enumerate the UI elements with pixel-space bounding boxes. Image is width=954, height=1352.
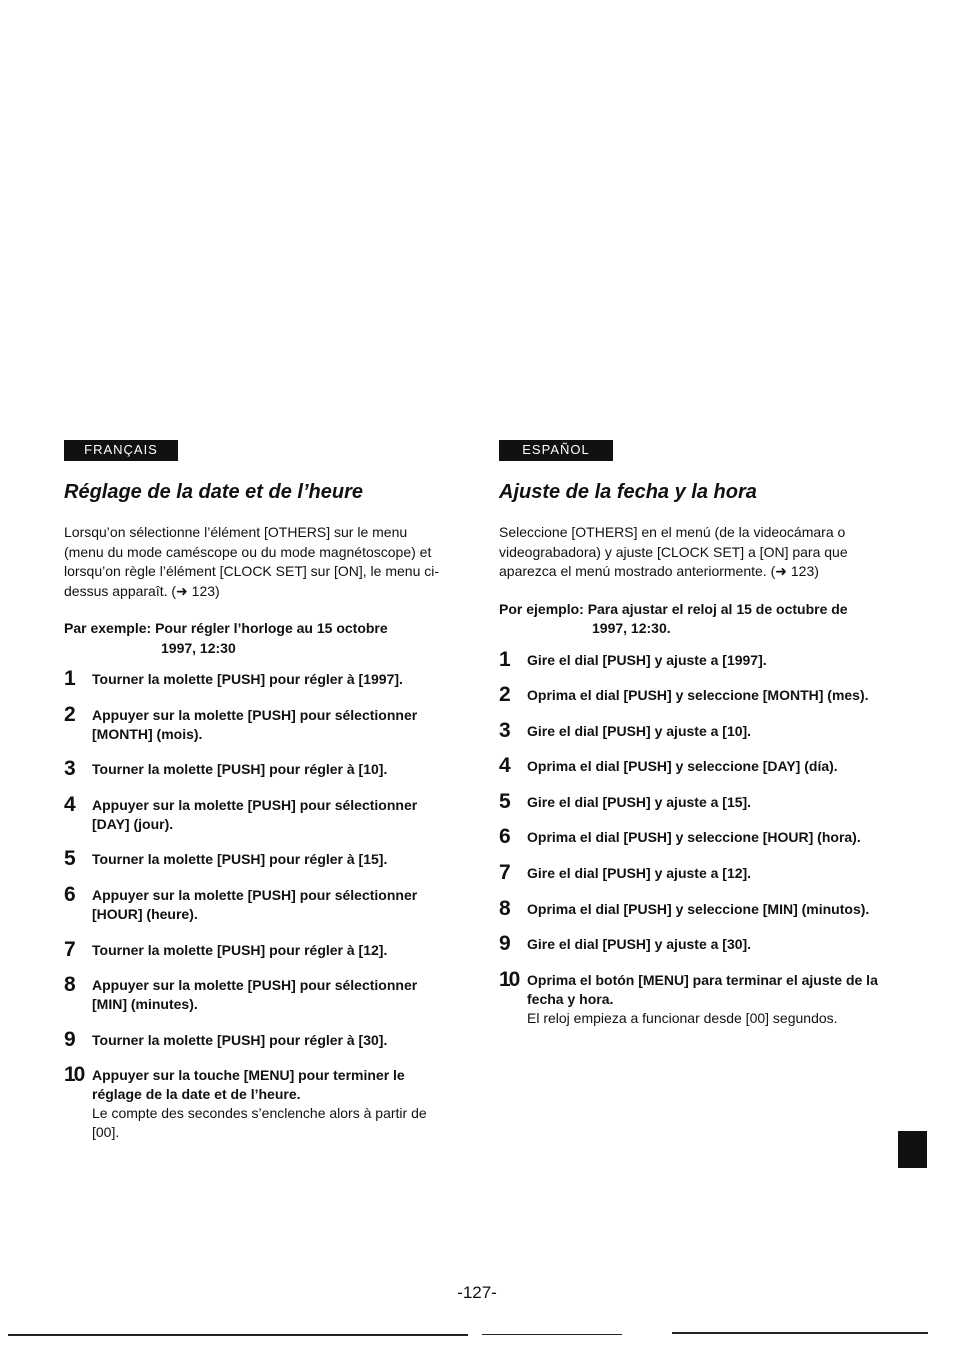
steps-list-spanish [499, 647, 879, 1028]
section-title-spanish: Ajuste de la fecha y la hora [499, 481, 757, 503]
step-item [499, 789, 879, 813]
step-text: Oprima el dial [PUSH] y seleccione [MONTH] (mes). [527, 687, 869, 704]
bottom-rule [8, 1334, 468, 1336]
step-item [499, 967, 879, 1028]
step-number: 6 [499, 825, 511, 849]
example-text-cont: 1997, 12:30. [592, 620, 671, 636]
step-item [64, 973, 449, 1014]
step-text: Tourner la molette [PUSH] pour régler à [1997]. [92, 671, 403, 687]
step-item [499, 896, 879, 920]
page-number: -127- [457, 1283, 497, 1302]
step-item [64, 702, 449, 744]
step-text: Gire el dial [PUSH] y ajuste a [30]. [527, 936, 752, 953]
example-label: Par exemple: [64, 620, 156, 636]
step-number: 1 [64, 667, 76, 690]
step-item [499, 718, 879, 742]
example-french [64, 619, 449, 658]
step-text: Appuyer sur la molette [PUSH] pour sélectionner [MONTH] (mois). [92, 706, 418, 742]
step-item [64, 847, 449, 871]
side-thumb-tab [898, 1131, 927, 1168]
section-title-french: Réglage de la date et de l’heure [64, 481, 363, 503]
lang-tab-spanish: ESPAÑOL [499, 440, 613, 461]
bottom-rule [672, 1332, 928, 1334]
step-number: 5 [64, 847, 76, 871]
step-number: 5 [499, 789, 511, 813]
step-number: 3 [499, 718, 511, 742]
step-number: 7 [64, 937, 76, 961]
step-text: Gire el dial [PUSH] y ajuste a [1997]. [527, 651, 767, 668]
step-item [64, 1063, 449, 1142]
step-text: Tourner la molette [PUSH] pour régler à [30]. [92, 1031, 388, 1048]
step-note: El reloj empieza a funcionar desde [00] segundos. [527, 1009, 838, 1026]
step-text: Tourner la molette [PUSH] pour régler à [10]. [92, 761, 388, 778]
bottom-rule [482, 1334, 622, 1335]
french-section [64, 440, 449, 1159]
step-number: 10 [499, 967, 519, 991]
step-number: 6 [64, 882, 76, 906]
step-text: Oprima el dial [PUSH] y seleccione [MIN] (minutos). [527, 900, 870, 917]
intro-spanish: Seleccione [OTHERS] en el menú (de la videocámara o videograbadora) y ajuste [CLOCK SET] a [ON] para que aparezca el menú mostrado anteriormente. (➜ 123) [499, 524, 848, 579]
step-note: Le compte des secondes s’enclenche alors à partir de [00]. [92, 1105, 427, 1141]
example-text: Para ajustar el reloj al 15 de octubre de [587, 600, 848, 617]
step-item [499, 754, 879, 778]
lang-tab-french: FRANÇAIS [64, 440, 178, 461]
example-text-cont: 1997, 12:30 [161, 639, 236, 656]
intro-french: Lorsqu’on sélectionne l’élément [OTHERS] sur le menu (menu du mode caméscope ou du mode magnétoscope) et lorsqu’on règle l’élément [CLOCK SET] sur [ON], le menu ci-dessus apparaît. (➜ 123) [64, 524, 440, 599]
step-number: 8 [499, 896, 511, 920]
step-number: 4 [64, 792, 76, 816]
step-number: 9 [64, 1027, 76, 1051]
step-number: 8 [64, 973, 76, 997]
step-number: 9 [499, 932, 511, 956]
step-text: Oprima el dial [PUSH] y seleccione [HOUR] (hora). [527, 829, 861, 846]
spanish-section [499, 440, 879, 1044]
step-item [64, 937, 449, 961]
step-item [499, 932, 879, 956]
step-text: Gire el dial [PUSH] y ajuste a [10]. [527, 722, 752, 739]
step-text: Tourner la molette [PUSH] pour régler à [15]. [92, 851, 388, 868]
step-number: 3 [64, 757, 76, 781]
example-label: Por ejemplo: [499, 600, 588, 617]
step-item [499, 683, 879, 707]
step-text: Gire el dial [PUSH] y ajuste a [15]. [527, 793, 752, 810]
step-text: Oprima el botón [MENU] para terminar el ajuste de la fecha y hora. [527, 971, 878, 1007]
step-item [499, 825, 879, 849]
step-text: Appuyer sur la molette [PUSH] pour sélectionner [HOUR] (heure). [92, 886, 418, 922]
step-text: Appuyer sur la molette [PUSH] pour sélectionner [MIN] (minutes). [92, 977, 418, 1013]
step-item [499, 647, 879, 671]
step-item [64, 1027, 449, 1051]
step-item [64, 667, 449, 690]
step-number: 4 [499, 754, 511, 778]
step-text: Appuyer sur la touche [MENU] pour terminer le réglage de la date et de l’heure. [92, 1067, 405, 1103]
step-number: 10 [64, 1063, 84, 1087]
step-text: Appuyer sur la molette [PUSH] pour sélectionner [DAY] (jour). [92, 796, 418, 832]
step-number: 7 [499, 861, 511, 885]
step-number: 2 [499, 683, 511, 707]
step-item [499, 861, 879, 885]
example-text: Pour régler l’horloge au 15 octobre [155, 620, 388, 636]
step-number: 2 [64, 702, 76, 726]
step-item [64, 792, 449, 834]
step-item [64, 882, 449, 924]
step-text: Oprima el dial [PUSH] y seleccione [DAY] (día). [527, 758, 838, 775]
step-number: 1 [499, 647, 511, 671]
step-text: Tourner la molette [PUSH] pour régler à [12]. [92, 941, 388, 958]
step-text: Gire el dial [PUSH] y ajuste a [12]. [527, 865, 752, 882]
step-item [64, 757, 449, 781]
steps-list-french [64, 667, 449, 1142]
example-spanish [499, 600, 879, 639]
